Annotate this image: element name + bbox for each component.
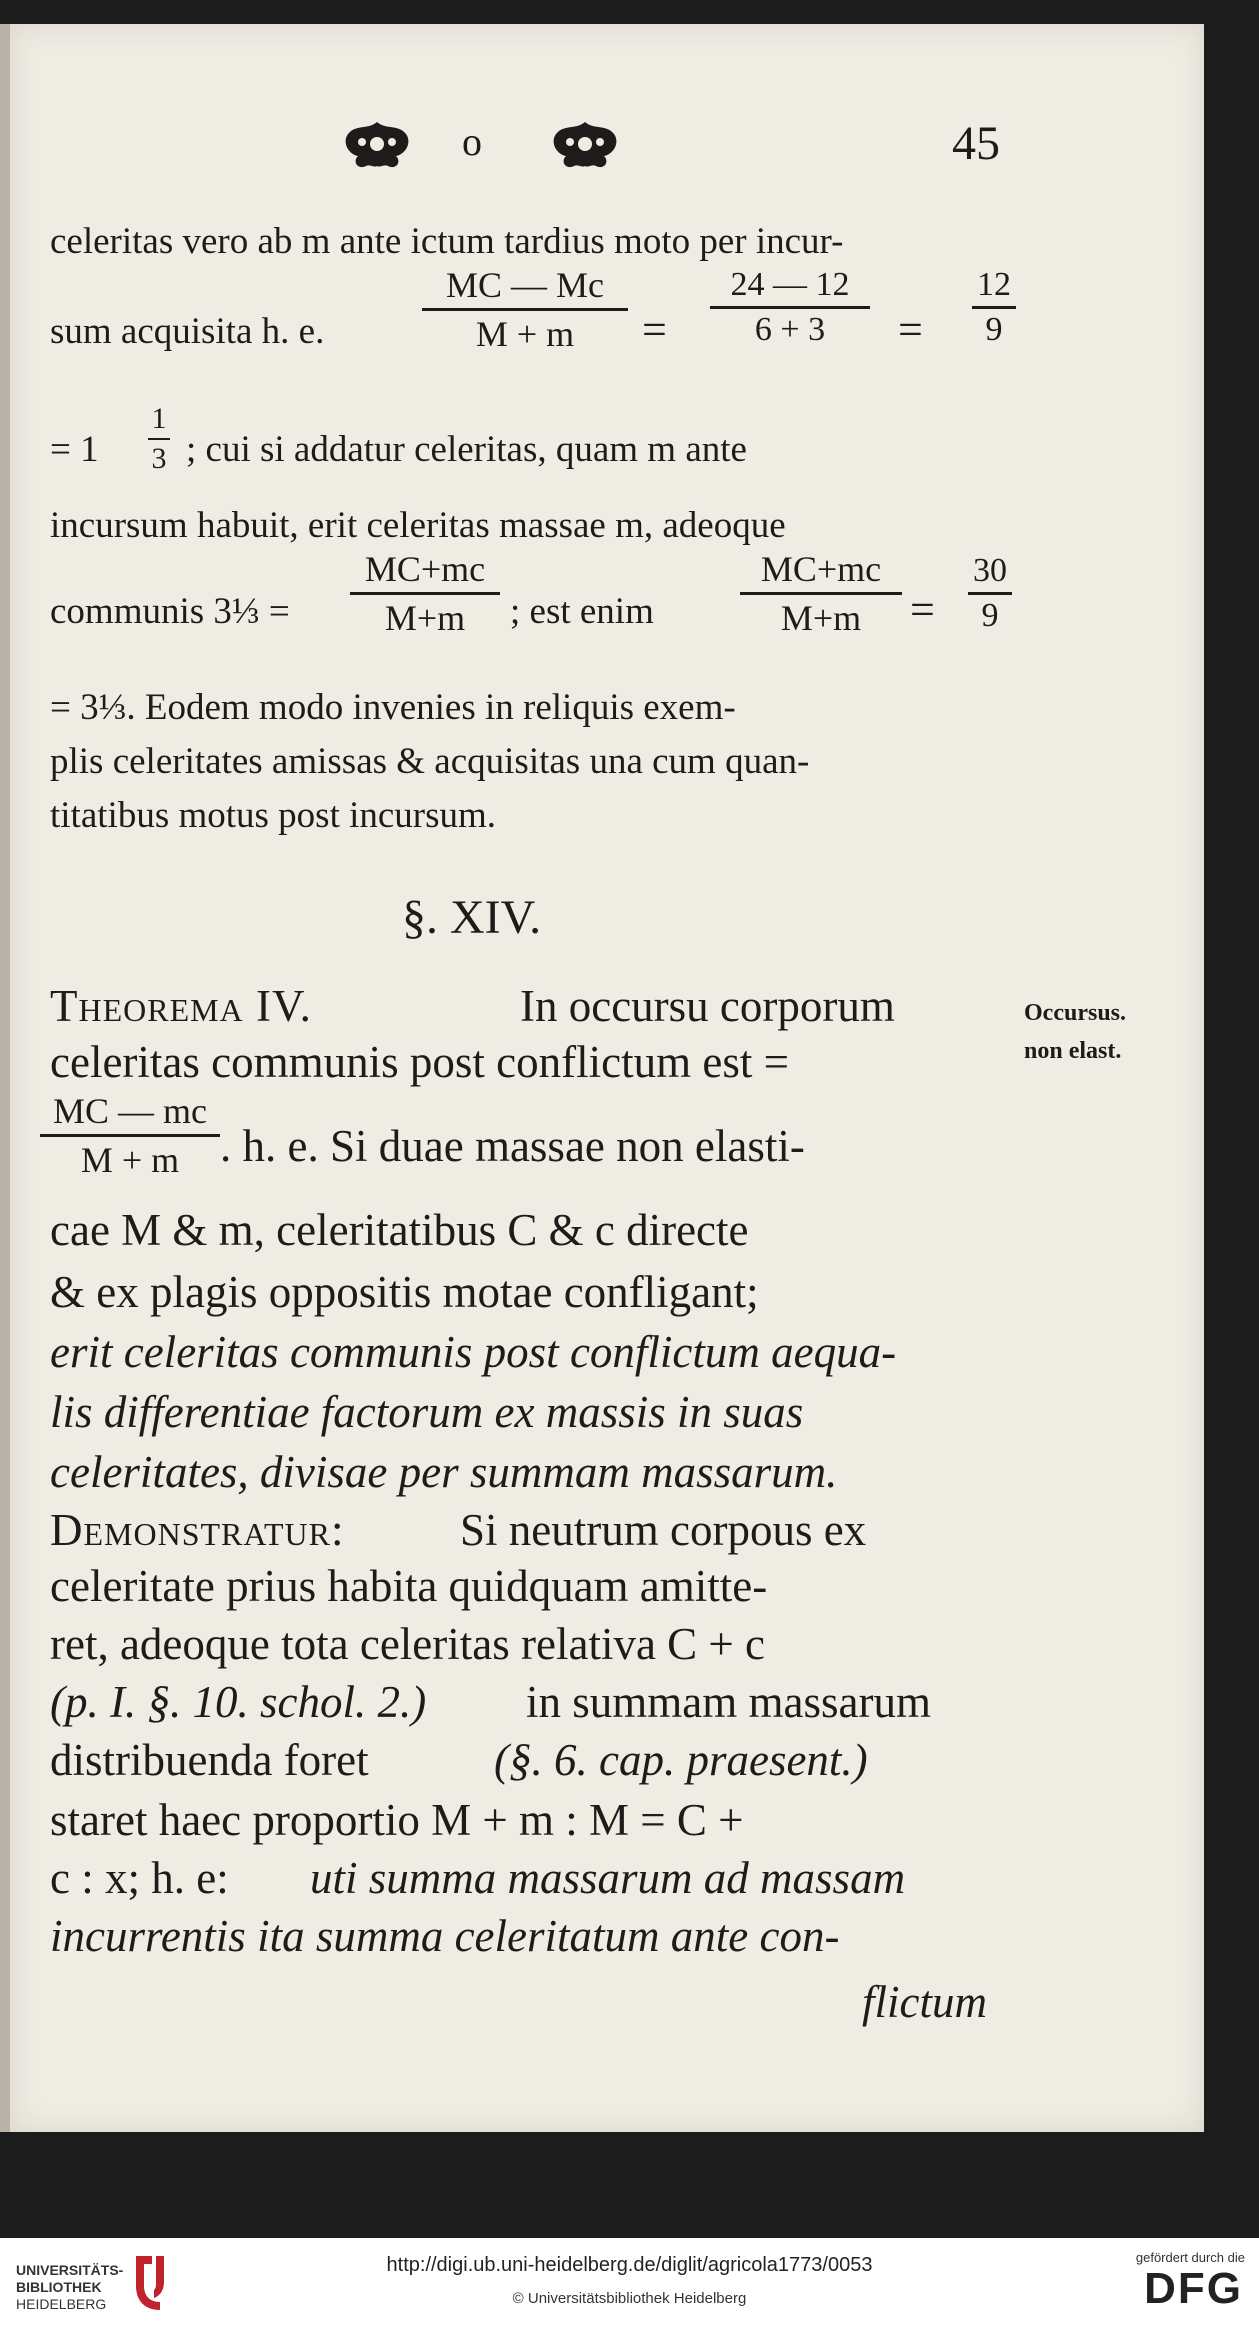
text-line: Si neutrum corpous ex <box>460 1505 867 1555</box>
text-line: erit celeritas communis post conflictum aequa- <box>50 1327 897 1377</box>
text-line: = 1 <box>50 429 99 470</box>
text-line: uti summa massarum ad massam <box>310 1853 906 1903</box>
copyright-text: © Universitätsbibliothek Heidelberg <box>512 2290 747 2307</box>
text-line: celeritas vero ab m ante ictum tardius moto per incur- <box>50 221 844 262</box>
text-line: cae M & m, celeritatibus C & c directe <box>50 1205 749 1255</box>
text-line: (p. I. §. 10. schol. 2.) <box>50 1677 427 1727</box>
text-line: distribuenda foret <box>50 1735 369 1785</box>
text-line: celeritas communis post conflictum est = <box>50 1037 789 1087</box>
text-line: ; est enim <box>510 591 654 632</box>
text-line: ; cui si addatur celeritas, quam m ante <box>186 429 747 470</box>
fraction: MC+mc M+m <box>740 548 902 639</box>
text-line: plis celeritates amissas & acquisitas una cum quan- <box>50 741 810 782</box>
text-line: celeritates, divisae per summam massarum. <box>50 1447 838 1497</box>
text-line: staret haec proportio M + m : M = C + <box>50 1795 744 1845</box>
text-line: incursum habuit, erit celeritas massae m, adeoque <box>50 505 786 546</box>
text-line: . h. e. Si duae massae non elasti- <box>220 1121 805 1171</box>
text-line: celeritate prius habita quidquam amitte- <box>50 1561 768 1611</box>
text-line: ret, adeoque tota celeritas relativa C + c <box>50 1619 766 1669</box>
fraction: 30 9 <box>968 552 1012 635</box>
page-number: 45 <box>952 117 1000 170</box>
text-line: titatibus motus post incursum. <box>50 795 497 836</box>
book-page <box>10 24 1204 2132</box>
text-line: = 3⅓. Eodem modo invenies in reliquis exem- <box>50 687 736 728</box>
fraction: 24 — 12 6 + 3 <box>710 266 870 349</box>
catchword: flictum <box>862 1977 987 2027</box>
text-line: sum acquisita h. e. <box>50 311 325 352</box>
text-line: in summam massarum <box>526 1677 931 1727</box>
fraction: MC+mc M+m <box>350 548 500 639</box>
footer-bar <box>0 2238 1259 2327</box>
equals-sign: = <box>910 585 935 634</box>
margin-note: Occursus. <box>1024 1000 1126 1026</box>
text-line: & ex plagis oppositis motae confligant; <box>50 1267 759 1317</box>
equals-sign: = <box>898 305 923 354</box>
margin-note: non elast. <box>1024 1038 1122 1064</box>
text-line: (§. 6. cap. praesent.) <box>494 1735 868 1785</box>
fraction: MC — mc M + m <box>40 1090 220 1181</box>
text-line: lis differentiae factorum ex massis in suas <box>50 1387 804 1437</box>
demonstratur-label: Demonstratur: <box>50 1505 345 1555</box>
dfg-logo: DFG <box>1144 2264 1243 2313</box>
theorem-label: Theorema IV. <box>50 981 312 1031</box>
text-line: In occursu corporum <box>520 981 895 1031</box>
fraction: 12 9 <box>972 266 1016 349</box>
fraction: MC — Mc M + m <box>422 264 628 355</box>
header-center-mark: o <box>462 119 482 164</box>
text-line: incurrentis ita summa celeritatum ante con- <box>50 1911 840 1961</box>
equals-sign: = <box>642 305 667 354</box>
left-ornament-icon <box>340 116 414 172</box>
permalink-url[interactable]: http://digi.ub.uni-heidelberg.de/diglit/agricola1773/0053 <box>386 2254 873 2276</box>
section-title: §. XIV. <box>402 891 542 944</box>
fraction: 1 3 <box>148 402 170 476</box>
text-line: communis 3⅓ = <box>50 591 290 632</box>
text-line: c : x; h. e: <box>50 1853 229 1903</box>
funder-caption: gefördert durch die <box>1135 2250 1245 2265</box>
right-ornament-icon <box>548 116 622 172</box>
library-name: UNIVERSITÄTS- BIBLIOTHEK HEIDELBERG <box>16 2262 124 2312</box>
